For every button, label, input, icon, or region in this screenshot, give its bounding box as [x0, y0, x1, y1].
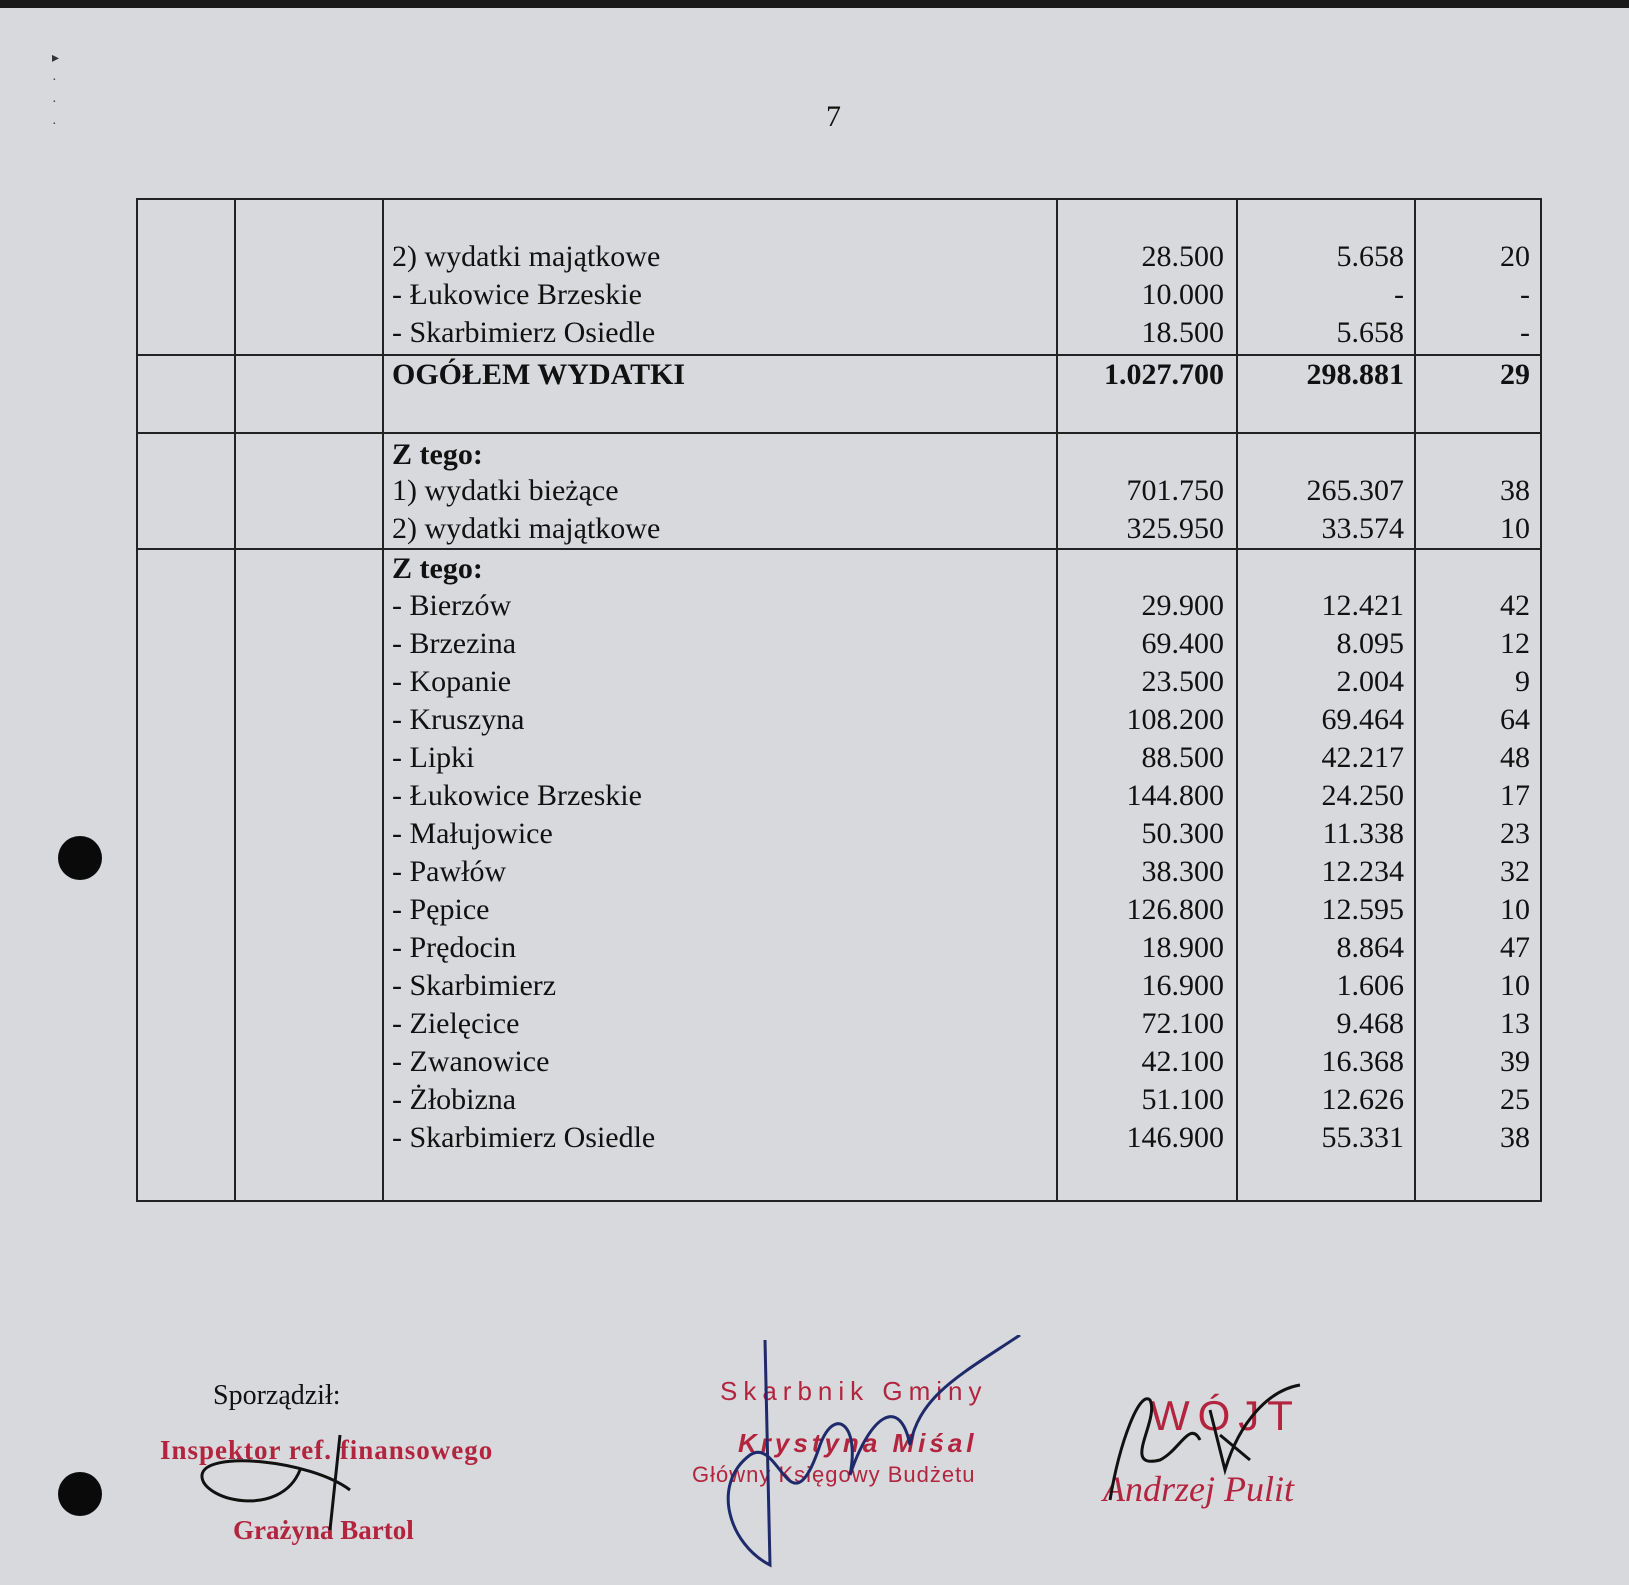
row-label: - Skarbimierz Osiedle — [392, 1121, 656, 1154]
plan-value: 38.300 — [1141, 855, 1224, 888]
executed-value: 12.421 — [1321, 589, 1404, 622]
mayor-stamp-name: Andrzej Pulit — [1103, 1469, 1294, 1509]
section-header — [138, 436, 1540, 474]
table-row — [138, 625, 1540, 663]
plan-value: 88.500 — [1141, 741, 1224, 774]
plan-value: 42.100 — [1141, 1045, 1224, 1078]
binder-hole — [58, 1472, 102, 1516]
executed-value: 5.658 — [1336, 316, 1404, 349]
total-label: OGÓŁEM WYDATKI — [392, 358, 686, 391]
row-label: - Kopanie — [392, 665, 512, 698]
executed-value: 24.250 — [1321, 779, 1404, 812]
percent-value: 10 — [1500, 893, 1530, 926]
table-row — [138, 238, 1540, 276]
table-row — [138, 314, 1540, 352]
executed-value: 69.464 — [1321, 703, 1404, 736]
percent-value: 17 — [1500, 779, 1530, 812]
table-row — [138, 1043, 1540, 1081]
executed-value: 265.307 — [1306, 474, 1404, 507]
total-executed: 298.881 — [1306, 358, 1404, 391]
plan-value: 701.750 — [1126, 474, 1224, 507]
executed-value: 1.606 — [1336, 969, 1404, 1002]
plan-value: 10.000 — [1141, 278, 1224, 311]
treasurer-signature — [670, 1335, 1030, 1585]
percent-value: 39 — [1500, 1045, 1530, 1078]
percent-value: 20 — [1500, 240, 1530, 273]
plan-value: 50.300 — [1141, 817, 1224, 850]
section-header-label: Z tego: — [392, 552, 483, 585]
table-row — [138, 815, 1540, 853]
row-divider — [138, 432, 1540, 434]
executed-value: 33.574 — [1321, 512, 1404, 545]
table-row — [138, 1005, 1540, 1043]
executed-value: 42.217 — [1321, 741, 1404, 774]
table-row — [138, 276, 1540, 314]
plan-value: 108.200 — [1126, 703, 1224, 736]
table-row — [138, 587, 1540, 625]
percent-value: 32 — [1500, 855, 1530, 888]
total-percent: 29 — [1500, 358, 1530, 391]
plan-value: 146.900 — [1126, 1121, 1224, 1154]
executed-value: 12.234 — [1321, 855, 1404, 888]
total-plan: 1.027.700 — [1104, 358, 1224, 391]
plan-value: 325.950 — [1126, 512, 1224, 545]
table-row — [138, 929, 1540, 967]
percent-value: 64 — [1500, 703, 1530, 736]
row-label: - Łukowice Brzeskie — [392, 779, 642, 812]
treasurer-stamp-role: Główny Księgowy Budżetu — [692, 1462, 976, 1487]
percent-value: 10 — [1500, 969, 1530, 1002]
plan-value: 18.500 — [1141, 316, 1224, 349]
executed-value: 12.595 — [1321, 893, 1404, 926]
row-label: - Kruszyna — [392, 703, 525, 736]
executed-value: 16.368 — [1321, 1045, 1404, 1078]
percent-value: 47 — [1500, 931, 1530, 964]
executed-value: 2.004 — [1336, 665, 1404, 698]
percent-value: 9 — [1515, 665, 1530, 698]
plan-value: 126.800 — [1126, 893, 1224, 926]
percent-value: 38 — [1500, 474, 1530, 507]
table-row — [138, 777, 1540, 815]
percent-value: 48 — [1500, 741, 1530, 774]
treasurer-stamp-name: Krystyna Miśal — [738, 1428, 978, 1458]
executed-value: - — [1394, 278, 1404, 311]
percent-value: 38 — [1500, 1121, 1530, 1154]
plan-value: 18.900 — [1141, 931, 1224, 964]
page-number: 7 — [826, 100, 841, 133]
plan-value: 23.500 — [1141, 665, 1224, 698]
executed-value: 12.626 — [1321, 1083, 1404, 1116]
mayor-stamp-title: WÓJT — [1150, 1392, 1301, 1439]
row-label: - Łukowice Brzeskie — [392, 278, 642, 311]
row-label: 1) wydatki bieżące — [392, 474, 619, 507]
percent-value: 12 — [1500, 627, 1530, 660]
row-label: - Zielęcice — [392, 1007, 520, 1040]
plan-value: 144.800 — [1126, 779, 1224, 812]
table-row — [138, 472, 1540, 510]
row-label: 2) wydatki majątkowe — [392, 512, 661, 545]
executed-value: 8.095 — [1336, 627, 1404, 660]
percent-value: 13 — [1500, 1007, 1530, 1040]
table-row — [138, 1119, 1540, 1157]
plan-value: 69.400 — [1141, 627, 1224, 660]
punch-marks: ▸ · · · — [52, 51, 60, 132]
plan-value: 29.900 — [1141, 589, 1224, 622]
inspector-stamp-name: Grażyna Bartol — [233, 1515, 414, 1545]
section-header — [138, 550, 1540, 588]
treasurer-stamp-title: Skarbnik Gminy — [720, 1376, 988, 1406]
table-row — [138, 967, 1540, 1005]
row-label: - Skarbimierz Osiedle — [392, 316, 656, 349]
row-label: - Bierzów — [392, 589, 512, 622]
plan-value: 28.500 — [1141, 240, 1224, 273]
plan-value: 16.900 — [1141, 969, 1224, 1002]
percent-value: 10 — [1500, 512, 1530, 545]
plan-value: 72.100 — [1141, 1007, 1224, 1040]
prepared-by-label: Sporządził: — [213, 1380, 341, 1411]
table-row — [138, 1081, 1540, 1119]
percent-value: 25 — [1500, 1083, 1530, 1116]
table-row — [138, 739, 1540, 777]
row-label: - Prędocin — [392, 931, 517, 964]
inspector-signature — [190, 1430, 370, 1540]
table-row — [138, 510, 1540, 548]
executed-value: 55.331 — [1321, 1121, 1404, 1154]
section-header-label: Z tego: — [392, 438, 483, 471]
row-label: - Zwanowice — [392, 1045, 550, 1078]
binder-hole — [58, 836, 102, 880]
percent-value: 42 — [1500, 589, 1530, 622]
percent-value: 23 — [1500, 817, 1530, 850]
row-label: - Pawłów — [392, 855, 507, 888]
plan-value: 51.100 — [1141, 1083, 1224, 1116]
mayor-signature — [1100, 1380, 1320, 1510]
row-label: - Lipki — [392, 741, 475, 774]
percent-value: - — [1520, 316, 1530, 349]
executed-value: 8.864 — [1336, 931, 1404, 964]
executed-value: 9.468 — [1336, 1007, 1404, 1040]
inspector-stamp-title: Inspektor ref. finansowego — [160, 1435, 494, 1465]
row-label: - Pępice — [392, 893, 490, 926]
total-row — [138, 356, 1540, 394]
expenditure-table — [136, 198, 1542, 1202]
table-row — [138, 701, 1540, 739]
scan-top-edge — [0, 0, 1629, 8]
table-row — [138, 891, 1540, 929]
row-label: 2) wydatki majątkowe — [392, 240, 661, 273]
table-row — [138, 853, 1540, 891]
percent-value: - — [1520, 278, 1530, 311]
executed-value: 5.658 — [1336, 240, 1404, 273]
row-label: - Żłobizna — [392, 1083, 517, 1116]
row-label: - Brzezina — [392, 627, 517, 660]
row-label: - Małujowice — [392, 817, 553, 850]
executed-value: 11.338 — [1322, 817, 1404, 850]
row-label: - Skarbimierz — [392, 969, 557, 1002]
table-row — [138, 663, 1540, 701]
